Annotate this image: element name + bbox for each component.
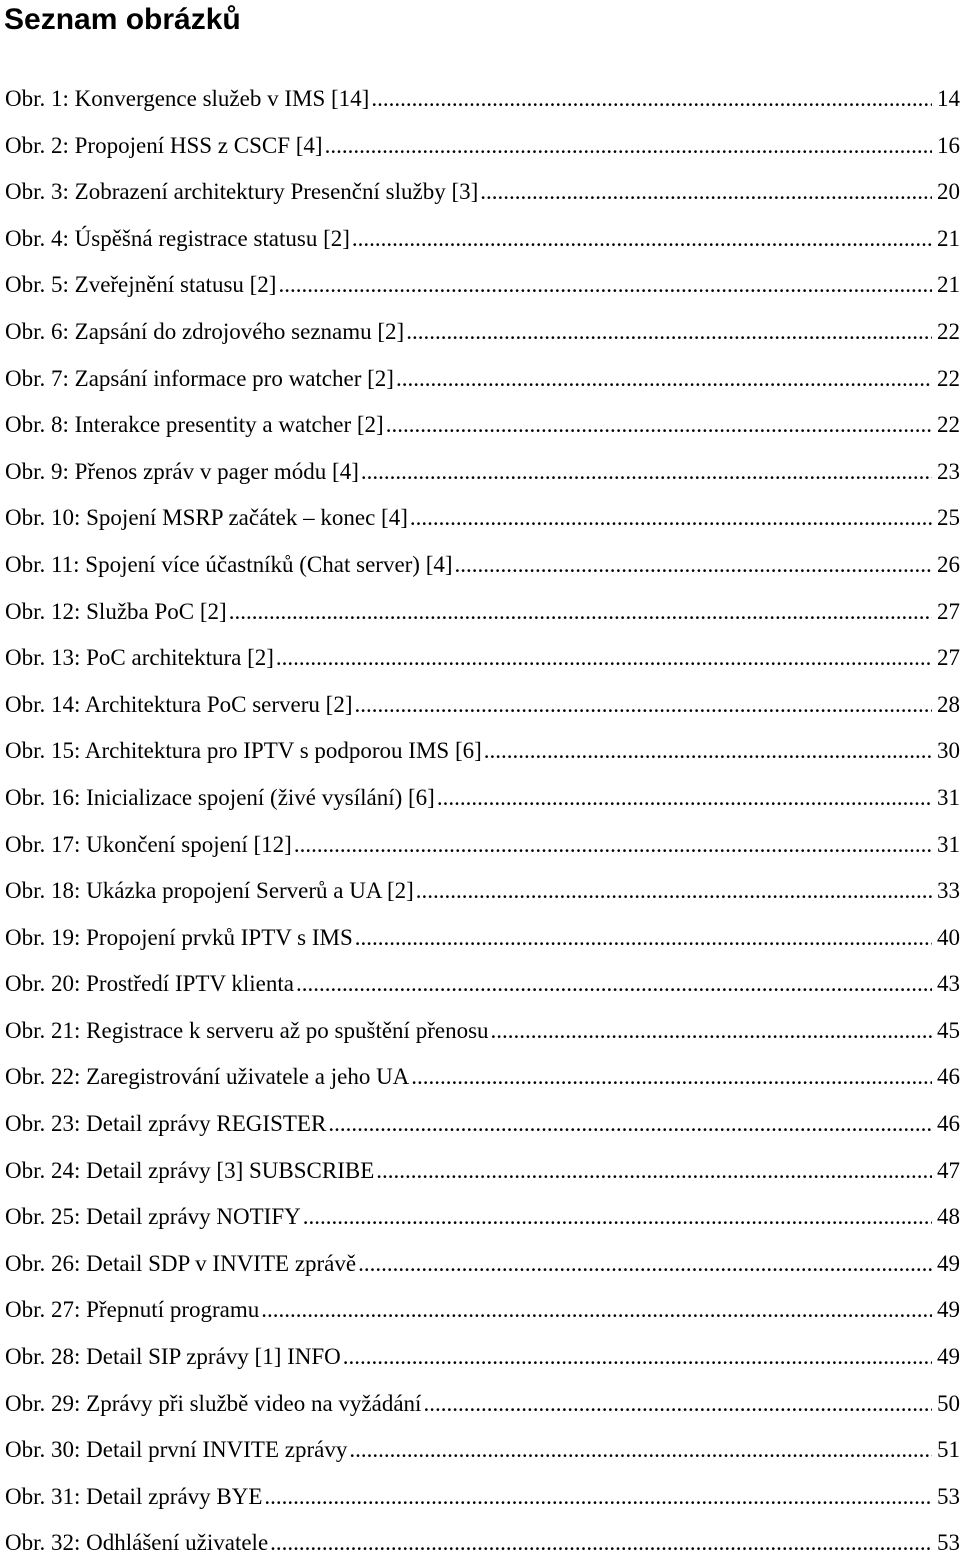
toc-leader-dots <box>480 169 932 216</box>
toc-leader-dots <box>229 589 932 636</box>
toc-entry-label: Obr. 3: Zobrazení architektury Presenční služby [3] <box>5 179 479 205</box>
toc-entry-label: Obr. 8: Interakce presentity a watcher [2] <box>5 412 384 438</box>
toc-entry-label: Obr. 14: Architektura PoC serveru [2] <box>5 691 353 717</box>
toc-entry-page-number: 21 <box>937 272 960 298</box>
toc-entry[interactable] <box>5 1334 960 1381</box>
toc-entry-page-number: 22 <box>937 318 960 344</box>
toc-entry-page-number: 53 <box>937 1483 960 1509</box>
toc-entry-label: Obr. 15: Architektura pro IPTV s podporou IMS [6] <box>5 738 482 764</box>
toc-leader-dots <box>437 775 932 822</box>
toc-entry-label: Obr. 29: Zprávy při službě video na vyžádání <box>5 1390 422 1416</box>
toc-entry-page-number: 26 <box>937 551 960 577</box>
toc-entry-page-number: 30 <box>937 738 960 764</box>
toc-leader-dots <box>296 961 932 1008</box>
toc-entry[interactable] <box>5 216 960 263</box>
toc-leader-dots <box>264 1474 932 1521</box>
toc-leader-dots <box>416 868 932 915</box>
toc-entry-label: Obr. 11: Spojení více účastníků (Chat server) [4] <box>5 551 453 577</box>
toc-entry[interactable] <box>5 1520 960 1567</box>
toc-entry[interactable] <box>5 868 960 915</box>
toc-entry-label: Obr. 27: Přepnutí programu <box>5 1297 260 1323</box>
toc-entry[interactable] <box>5 262 960 309</box>
toc-entry-label: Obr. 24: Detail zprávy [3] SUBSCRIBE <box>5 1157 375 1183</box>
list-of-figures <box>5 76 960 1567</box>
toc-leader-dots <box>396 356 932 403</box>
toc-entry-label: Obr. 32: Odhlášení uživatele <box>5 1530 269 1556</box>
toc-leader-dots <box>328 1101 932 1148</box>
toc-entry[interactable] <box>5 76 960 123</box>
toc-entry[interactable] <box>5 682 960 729</box>
toc-entry[interactable] <box>5 1287 960 1334</box>
toc-entry-page-number: 50 <box>937 1390 960 1416</box>
toc-entry[interactable] <box>5 542 960 589</box>
toc-entry-label: Obr. 4: Úspěšná registrace statusu [2] <box>5 225 350 251</box>
toc-entry-page-number: 40 <box>937 924 960 950</box>
toc-entry-label: Obr. 31: Detail zprávy BYE <box>5 1483 263 1509</box>
toc-entry-label: Obr. 12: Služba PoC [2] <box>5 598 227 624</box>
toc-leader-dots <box>325 123 932 170</box>
toc-leader-dots <box>386 402 932 449</box>
toc-leader-dots <box>361 449 932 496</box>
toc-entry[interactable] <box>5 1008 960 1055</box>
toc-entry[interactable] <box>5 1054 960 1101</box>
toc-entry-page-number: 49 <box>937 1344 960 1370</box>
toc-entry-page-number: 45 <box>937 1017 960 1043</box>
toc-entry-page-number: 47 <box>937 1157 960 1183</box>
toc-leader-dots <box>423 1381 932 1428</box>
toc-leader-dots <box>406 309 932 356</box>
toc-entry-label: Obr. 10: Spojení MSRP začátek – konec [4] <box>5 505 408 531</box>
toc-entry-label: Obr. 16: Inicializace spojení (živé vysílání) [6] <box>5 784 435 810</box>
toc-entry-page-number: 51 <box>937 1437 960 1463</box>
toc-entry-page-number: 48 <box>937 1204 960 1230</box>
toc-leader-dots <box>355 915 932 962</box>
toc-entry[interactable] <box>5 1427 960 1474</box>
toc-leader-dots <box>261 1287 932 1334</box>
toc-entry-label: Obr. 26: Detail SDP v INVITE zprávě <box>5 1250 357 1276</box>
toc-entry-label: Obr. 17: Ukončení spojení [12] <box>5 831 292 857</box>
toc-entry[interactable] <box>5 169 960 216</box>
toc-leader-dots <box>303 1194 932 1241</box>
toc-entry[interactable] <box>5 1194 960 1241</box>
toc-entry-label: Obr. 6: Zapsání do zdrojového seznamu [2] <box>5 318 405 344</box>
toc-entry[interactable] <box>5 635 960 682</box>
toc-leader-dots <box>411 1054 932 1101</box>
toc-leader-dots <box>410 495 932 542</box>
toc-entry-page-number: 33 <box>937 878 960 904</box>
toc-entry-page-number: 27 <box>937 645 960 671</box>
toc-leader-dots <box>276 635 932 682</box>
toc-entry-page-number: 23 <box>937 458 960 484</box>
toc-entry-page-number: 49 <box>937 1297 960 1323</box>
toc-entry-label: Obr. 9: Přenos zpráv v pager módu [4] <box>5 458 359 484</box>
toc-entry[interactable] <box>5 309 960 356</box>
toc-entry[interactable] <box>5 1241 960 1288</box>
toc-entry-page-number: 22 <box>937 365 960 391</box>
toc-entry-label: Obr. 20: Prostředí IPTV klienta <box>5 971 294 997</box>
toc-entry[interactable] <box>5 356 960 403</box>
toc-entry[interactable] <box>5 1381 960 1428</box>
toc-entry-label: Obr. 19: Propojení prvků IPTV s IMS <box>5 924 353 950</box>
toc-entry-label: Obr. 23: Detail zprávy REGISTER <box>5 1111 327 1137</box>
toc-leader-dots <box>455 542 932 589</box>
toc-entry-page-number: 16 <box>937 132 960 158</box>
toc-entry-page-number: 27 <box>937 598 960 624</box>
toc-entry-label: Obr. 21: Registrace k serveru až po spuštění přenosu <box>5 1017 489 1043</box>
toc-entry-page-number: 46 <box>937 1111 960 1137</box>
toc-entry-page-number: 53 <box>937 1530 960 1556</box>
toc-entry-label: Obr. 30: Detail první INVITE zprávy <box>5 1437 348 1463</box>
toc-entry[interactable] <box>5 775 960 822</box>
toc-entry-page-number: 43 <box>937 971 960 997</box>
toc-entry-label: Obr. 25: Detail zprávy NOTIFY <box>5 1204 301 1230</box>
toc-entry-label: Obr. 28: Detail SIP zprávy [1] INFO <box>5 1344 341 1370</box>
toc-entry-label: Obr. 18: Ukázka propojení Serverů a UA [2] <box>5 878 414 904</box>
toc-entry-page-number: 49 <box>937 1250 960 1276</box>
toc-leader-dots <box>278 262 932 309</box>
toc-entry-page-number: 31 <box>937 831 960 857</box>
toc-entry-label: Obr. 1: Konvergence služeb v IMS [14] <box>5 86 370 111</box>
toc-entry[interactable] <box>5 402 960 449</box>
toc-entry[interactable] <box>5 1474 960 1521</box>
toc-leader-dots <box>491 1008 932 1055</box>
toc-entry-label: Obr. 13: PoC architektura [2] <box>5 645 274 671</box>
toc-entry-page-number: 28 <box>937 691 960 717</box>
toc-entry-label: Obr. 22: Zaregistrování uživatele a jeho UA <box>5 1064 410 1090</box>
toc-entry-label: Obr. 7: Zapsání informace pro watcher [2] <box>5 365 394 391</box>
toc-leader-dots <box>349 1427 932 1474</box>
toc-entry-page-number: 21 <box>937 225 960 251</box>
page-title: Seznam obrázků <box>4 3 241 36</box>
toc-leader-dots <box>270 1520 932 1567</box>
toc-entry[interactable] <box>5 589 960 636</box>
toc-entry-label: Obr. 2: Propojení HSS z CSCF [4] <box>5 132 323 158</box>
toc-entry[interactable] <box>5 961 960 1008</box>
toc-entry-page-number: 25 <box>937 505 960 531</box>
toc-entry-page-number: 46 <box>937 1064 960 1090</box>
toc-entry-label: Obr. 5: Zveřejnění statusu [2] <box>5 272 277 298</box>
toc-entry-page-number: 31 <box>937 784 960 810</box>
toc-entry[interactable] <box>5 123 960 170</box>
toc-entry[interactable] <box>5 449 960 496</box>
toc-leader-dots <box>354 682 932 729</box>
toc-leader-dots <box>484 728 932 775</box>
toc-leader-dots <box>343 1334 932 1381</box>
toc-entry-page-number: 22 <box>937 412 960 438</box>
toc-leader-dots <box>294 822 932 869</box>
toc-entry[interactable] <box>5 1148 960 1195</box>
toc-entry[interactable] <box>5 1101 960 1148</box>
toc-entry[interactable] <box>5 495 960 542</box>
toc-entry[interactable] <box>5 915 960 962</box>
toc-entry-page-number: 14 <box>937 86 960 111</box>
toc-leader-dots <box>376 1148 932 1195</box>
toc-entry[interactable] <box>5 728 960 775</box>
toc-leader-dots <box>352 216 932 263</box>
toc-entry[interactable] <box>5 822 960 869</box>
toc-leader-dots <box>371 76 932 123</box>
toc-entry-page-number: 20 <box>937 179 960 205</box>
toc-leader-dots <box>358 1241 932 1288</box>
